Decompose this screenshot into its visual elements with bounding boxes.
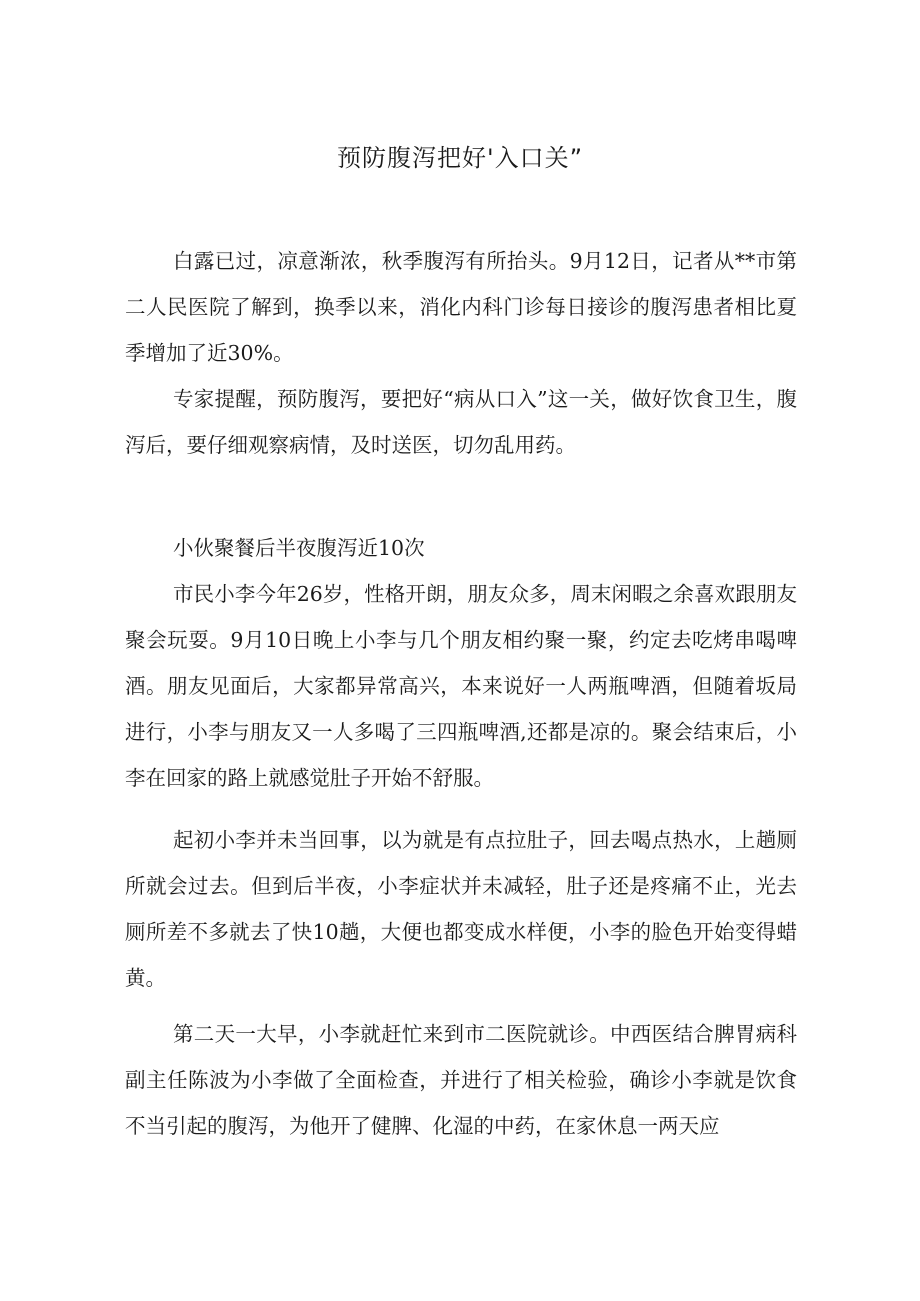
intro-paragraph-2: 专家提醒，预防腹泻，要把好“病从口入”这一关，做好饮食卫生，腹泻后，要仔细观察病情，及时送医，切勿乱用药。 [125,387,797,457]
section-paragraph-3: 第二天一大早，小李就赶忙来到市二医院就诊。中西医结合脾胃病科副主任陈波为小李做了全面检查，并进行了相关检验，确诊小李就是饮食不当引起的腹泻，为他开了健脾、化湿的中药，在家休息一两天应 [125,1022,797,1138]
section-heading: 小伙聚餐后半夜腹泻近10次 [173,536,425,560]
section-paragraph-2: 起初小李并未当回事，以为就是有点拉肚子，回去喝点热水，上趟厕所就会过去。但到后半夜，小李症状并未减轻，肚子还是疼痛不止，光去厕所差不多就去了快10趟，大便也都变成水样便，小李的脸色开始变得蜡黄。 [125,828,797,990]
intro-paragraph-1: 白露已过，凉意渐浓，秋季腹泻有所抬头。9月12日，记者从**市第二人民医院了解到，换季以来，消化内科门诊每日接诊的腹泻患者相比夏季增加了近30%。 [125,249,797,365]
document-title: 预防腹泻把好'入口关” [336,144,584,172]
section-paragraph-1: 市民小李今年26岁，性格开朗，朋友众多，周末闲暇之余喜欢跟朋友聚会玩耍。9月10日晚上小李与几个朋友相约聚一聚，约定去吃烤串喝啤酒。朋友见面后，大家都异常高兴，本来说好一人两瓶啤酒，但随着坂局进行，小李与朋友又一人多喝了三四瓶啤酒,还都是凉的。聚会结束后，小李在回家的路上就感觉肚子开始不舒服。 [125,582,797,790]
